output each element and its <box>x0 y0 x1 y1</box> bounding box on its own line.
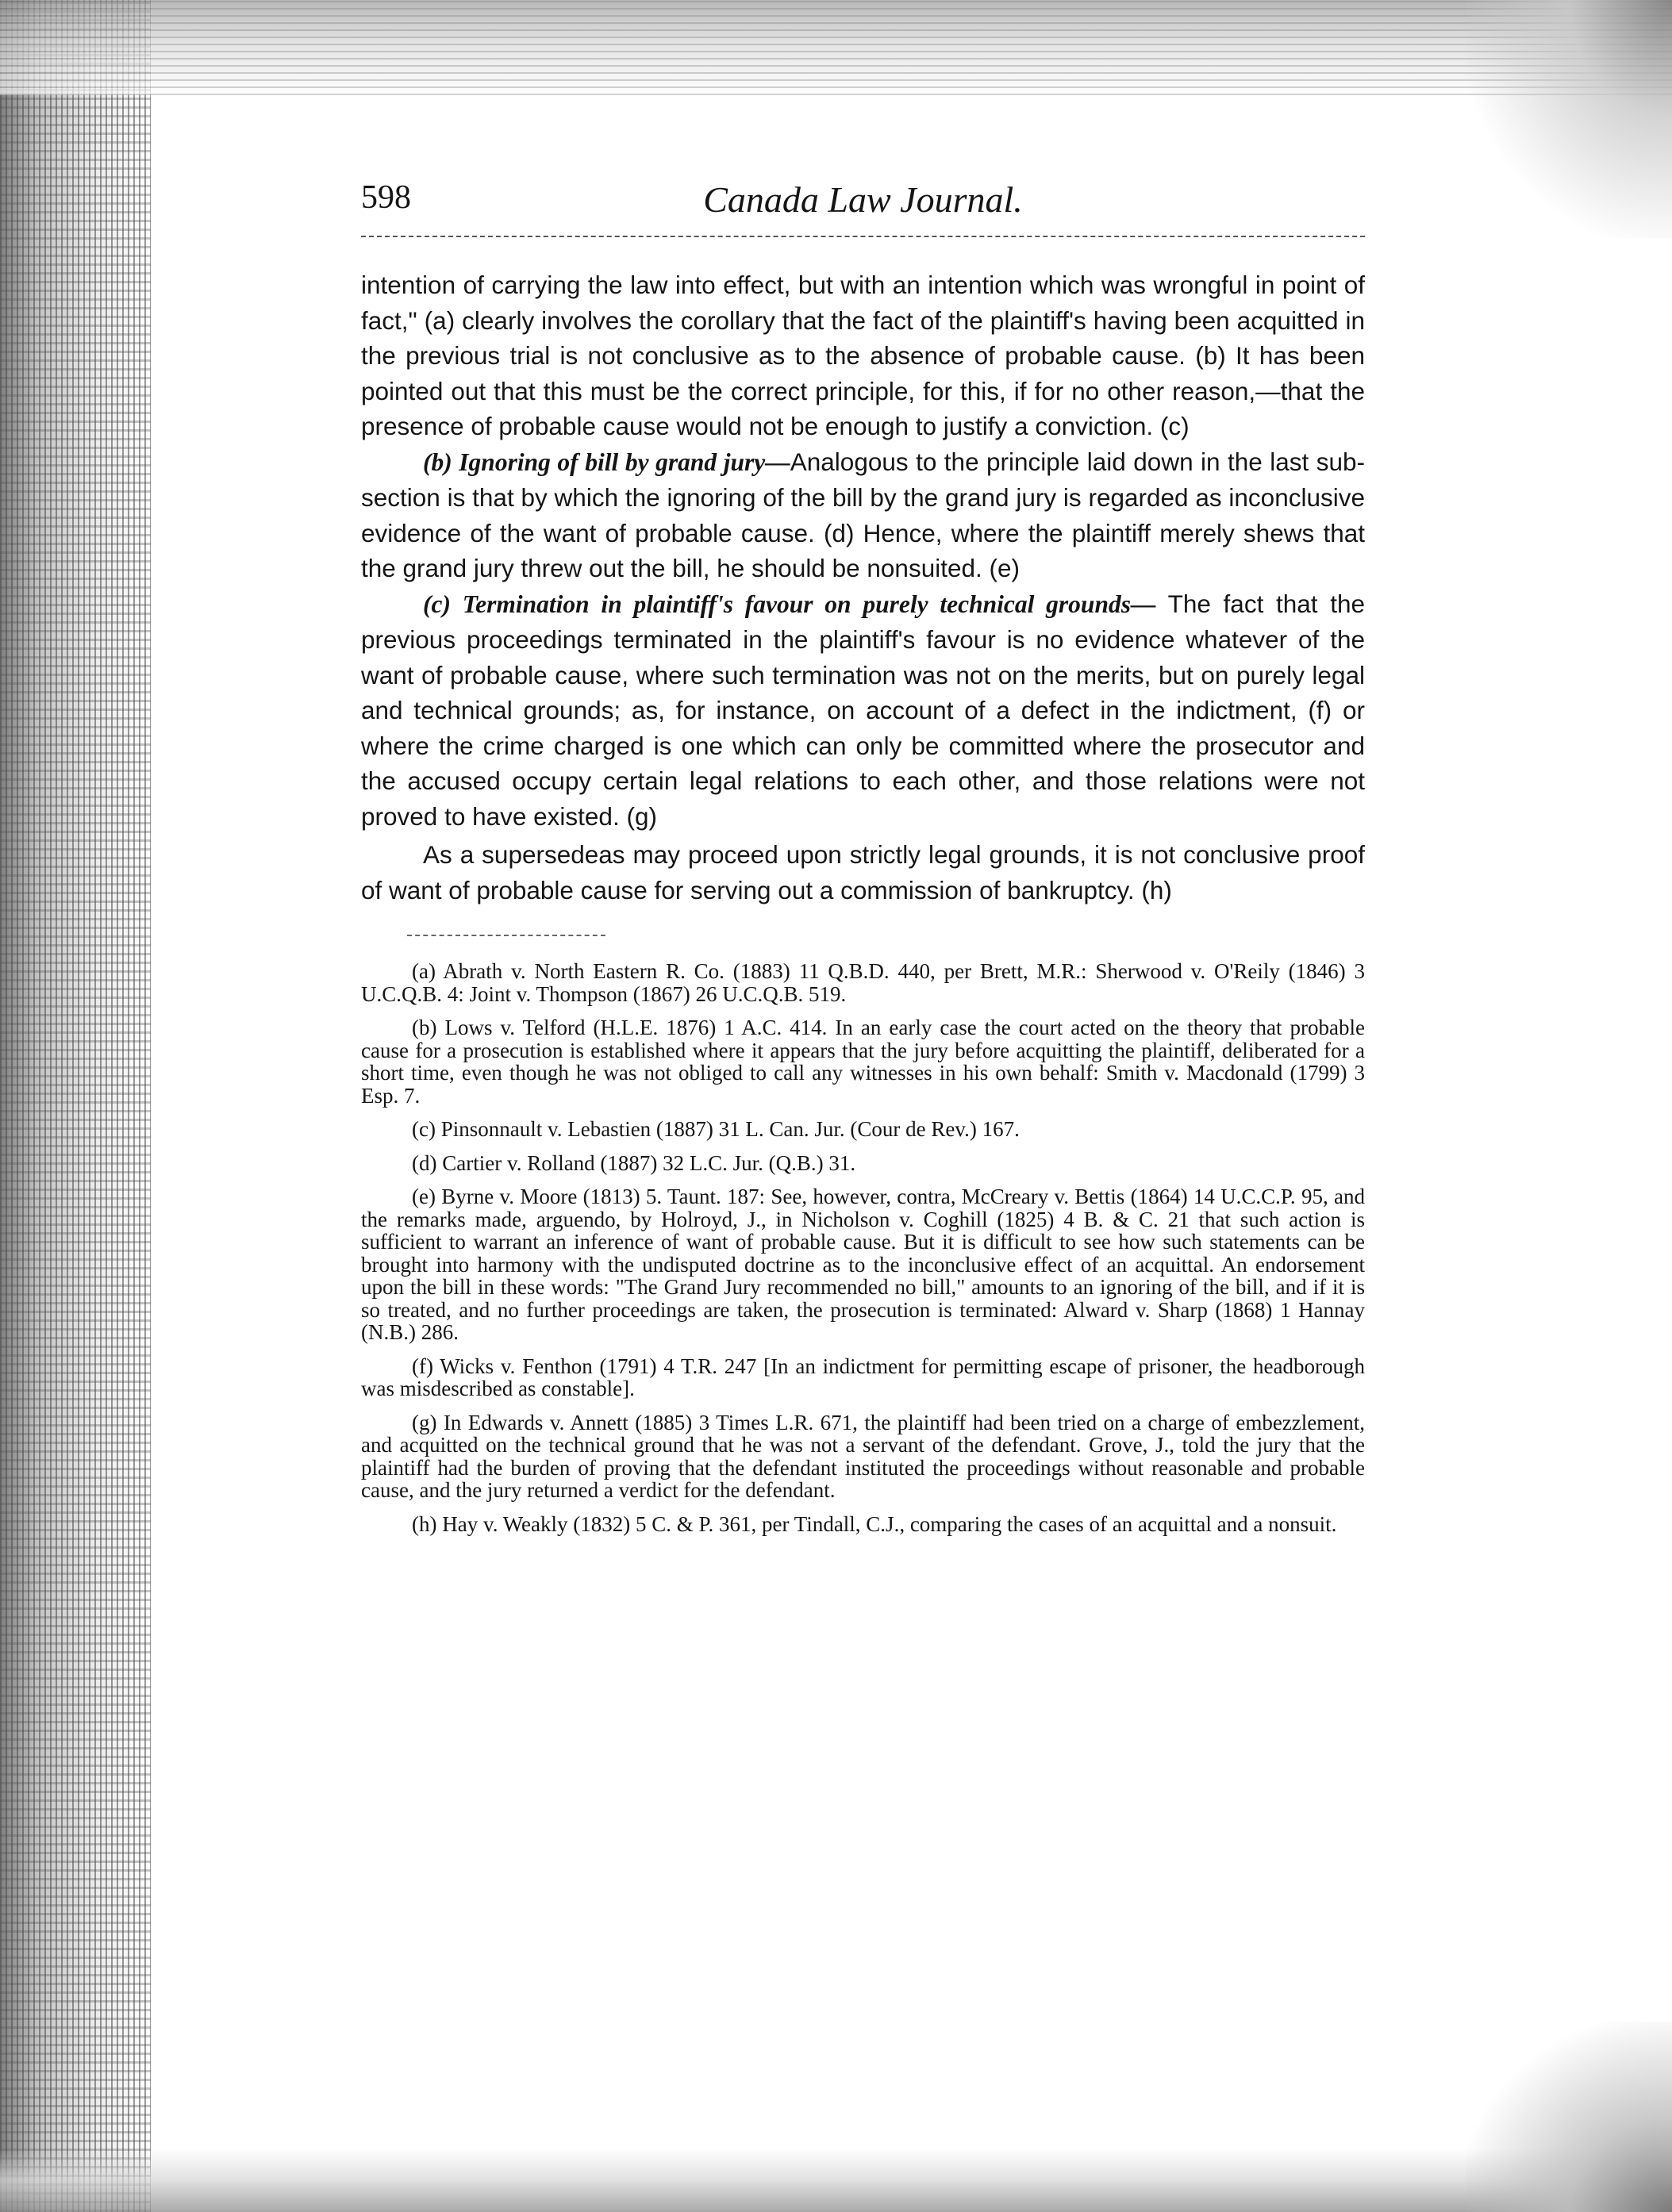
paragraph-technical-grounds <box>361 586 1365 835</box>
running-head <box>361 179 1365 234</box>
footnote-e: (e) Byrne v. Moore (1813) 5. Taunt. 187: See, however, contra, McCreary v. Bettis (1864) 14 U.C.C.P. 95, and the remarks made, arguendo, by Holroyd, J., in Nicholson v. Coghill (1825) 4 B. & C. 21 that such action is sufficient to warrant an inference of want of probable cause. But it is difficult to see how such statements can be brought into harmony with the undisputed doctrine as to the inconclusive effect of an acquittal. An endorsement upon the bill in these words: "The Grand Jury recommended no bill," amounts to an ignoring of the bill, and if it is so treated, and no further proceedings are taken, the prosecution is terminated: Alward v. Sharp (1868) 1 Hannay (N.B.) 286. <box>361 1185 1365 1344</box>
scan-edge-left <box>0 0 151 2212</box>
header-rule <box>361 236 1365 237</box>
paragraph-supersedeas: As a supersedeas may proceed upon strictly legal grounds, it is not conclusive proof of want of probable cause for serving out a commission of bankruptcy. (h) <box>361 840 1365 904</box>
footnote-d: (d) Cartier v. Rolland (1887) 32 L.C. Jur. (Q.B.) 31. <box>412 1150 856 1175</box>
footnote-a: (a) Abrath v. North Eastern R. Co. (1883) 11 Q.B.D. 440, per Brett, M.R.: Sherwood v. O'Reily (1846) 3 U.C.Q.B. 4: Joint v. Thompson (1867) 26 U.C.Q.B. 519. <box>361 959 1365 1006</box>
scan-corner-top-right <box>1466 0 1672 238</box>
page-number: 598 <box>361 179 411 216</box>
body-text <box>361 267 1365 908</box>
paragraph-continuation: intention of carrying the law into effect, but with an intention which was wrongful in point of fact," (a) clearly involves the corollary that the fact of the plaintiff's having been acquitted in the previous trial is not conclusive as to the absence of probable cause. (b) It has been pointed out that this must be the correct principle, for this, if for no other reason,—that the presence of probable cause would not be enough to justify a conviction. (c) <box>361 271 1365 440</box>
journal-title: Canada Law Journal. <box>703 179 1023 220</box>
footnote-c: (c) Pinsonnault v. Lebastien (1887) 31 L. Can. Jur. (Cour de Rev.) 167. <box>412 1117 1020 1141</box>
scan-edge-top <box>0 0 1672 95</box>
section-caption-c: (c) Termination in plaintiff's favour on purely technical grounds— <box>423 589 1156 618</box>
journal-page <box>361 179 1365 1546</box>
footnote-f: (f) Wicks v. Fenthon (1791) 4 T.R. 247 [In an indictment for permitting escape of prisoner, the headborough was misdescribed as constable]. <box>361 1354 1365 1400</box>
scan-edge-bottom <box>0 2149 1672 2212</box>
section-caption-b: (b) Ignoring of bill by grand jury— <box>423 447 790 476</box>
footnotes <box>361 960 1365 1535</box>
paragraph-text-c: The fact that the previous proceedings terminated in the plaintiff's favour is no evidence whatever of the want of probable cause, where such termination was not on the merits, but on purely legal and technical grounds; as, for instance, on account of a defect in the indictment, (f) or where the crime charged is one which can only be committed where the prosecutor and the accused occupy certain legal relations to each other, and those relations were not proved to have existed. (g) <box>361 589 1365 831</box>
footnote-rule <box>407 935 605 936</box>
footnote-b: (b) Lows v. Telford (H.L.E. 1876) 1 A.C. 414. In an early case the court acted on the theory that probable cause for a prosecution is established where it appears that the jury before acquitting the plaintiff, deliberated for a short time, even though he was not obliged to call any witnesses in his own behalf: Smith v. Macdonald (1799) 3 Esp. 7. <box>361 1016 1365 1108</box>
paragraph-text-b: Analogous to the principle laid down in the last sub-section is that by which the ignoring of the bill by the grand jury is regarded as inconclusive evidence of the want of probable cause. (d) Hence, where the plaintiff merely shews that the grand jury threw out the bill, he should be nonsuited. (e) <box>361 447 1365 582</box>
paragraph-ignoring-bill <box>361 444 1365 586</box>
footnote-h: (h) Hay v. Weakly (1832) 5 C. & P. 361, per Tindall, C.J., comparing the cases of an acquittal and a nonsuit. <box>412 1511 1337 1536</box>
scan-corner-bottom-right <box>1466 2022 1672 2212</box>
footnote-g: (g) In Edwards v. Annett (1885) 3 Times L.R. 671, the plaintiff had been tried on a charge of embezzlement, and acquitted on the technical ground that he was not a servant of the defendant. Grove, J., told the jury that the plaintiff had the burden of proving that the defendant instituted the proceedings without reasonable and probable cause, and the jury returned a verdict for the defendant. <box>361 1410 1365 1502</box>
